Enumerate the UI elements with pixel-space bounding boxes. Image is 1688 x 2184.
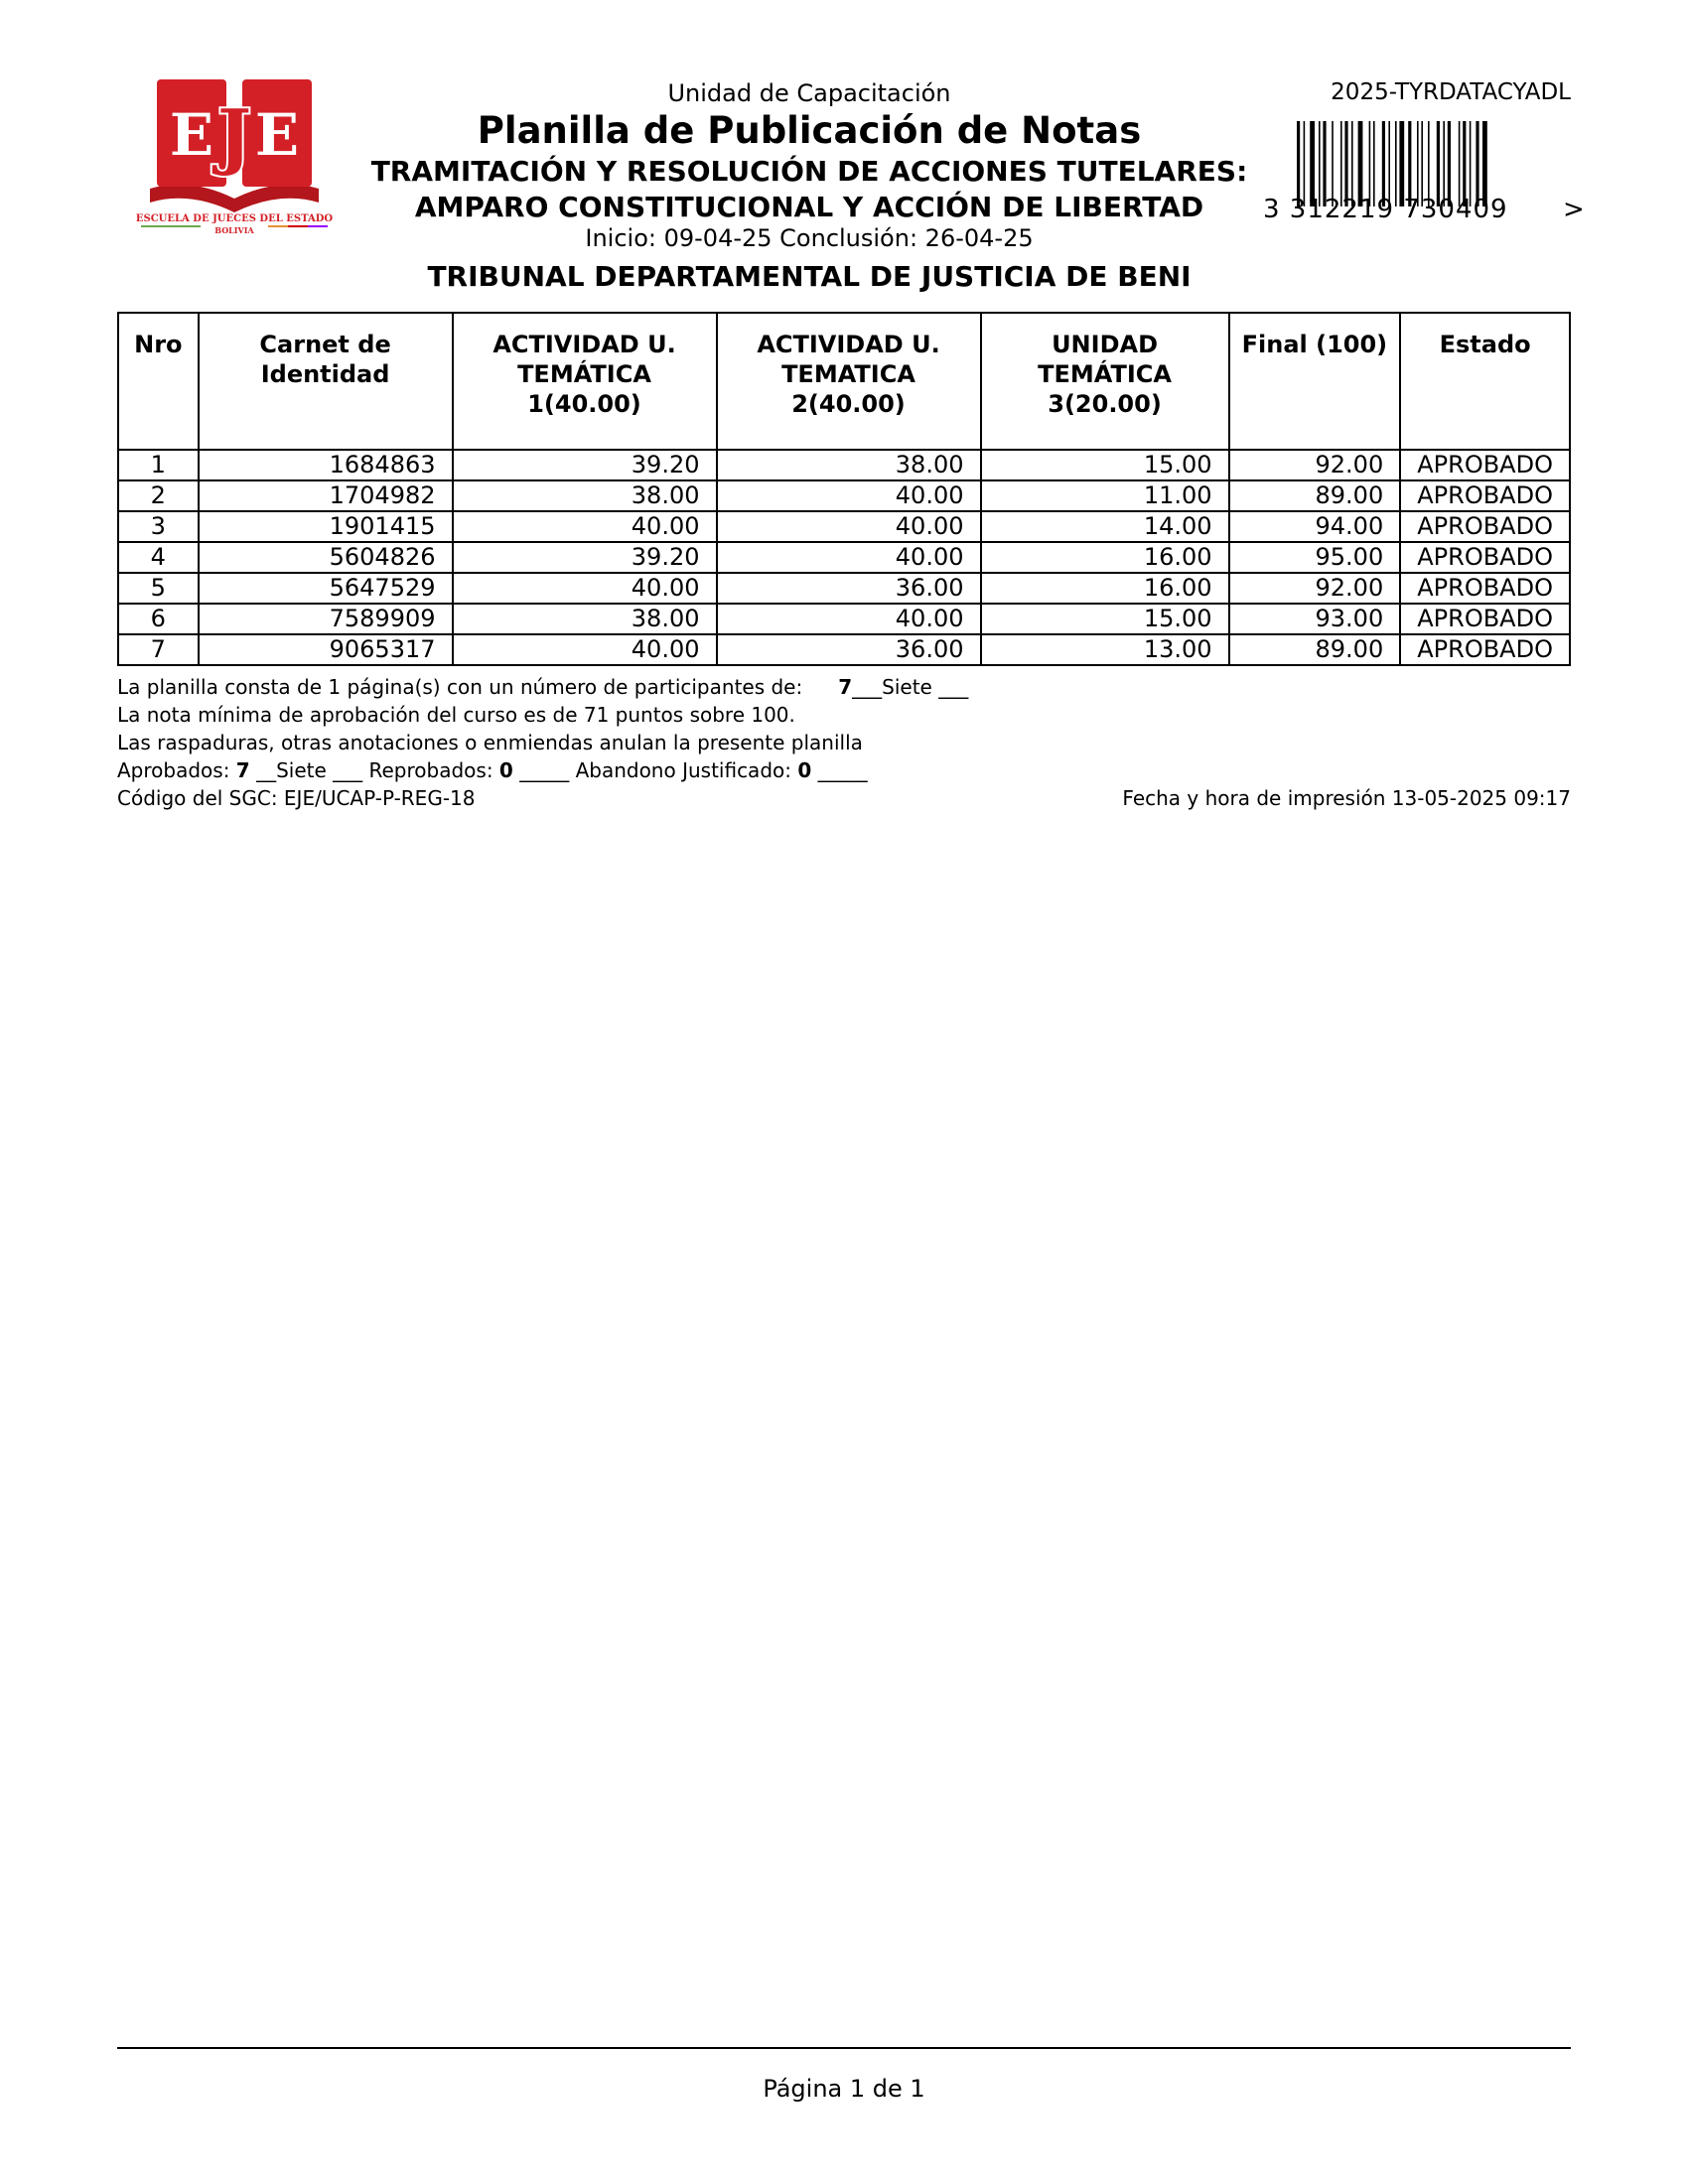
- cell-ci: 5647529: [199, 573, 453, 604]
- barcode-arrow: >: [1563, 195, 1585, 224]
- cell-estado: APROBADO: [1400, 604, 1570, 634]
- cell-final: 94.00: [1229, 511, 1401, 542]
- cell-ci: 5604826: [199, 542, 453, 573]
- cell-ci: 7589909: [199, 604, 453, 634]
- cell-final: 89.00: [1229, 634, 1401, 665]
- cell-unit3: 14.00: [981, 511, 1229, 542]
- cell-unit3: 16.00: [981, 542, 1229, 573]
- logo-letter-e2: E: [254, 101, 300, 169]
- logo-text-line2: BOLIVIA: [214, 225, 254, 235]
- unit-name: Unidad de Capacitación: [667, 79, 951, 107]
- min-grade-note: La nota mínima de aprobación del curso es de 71 puntos sobre 100.: [117, 703, 795, 727]
- failed-count: 0: [498, 758, 513, 782]
- table-header-row: [118, 313, 1570, 450]
- cell-final: 89.00: [1229, 480, 1401, 511]
- table-row: [118, 542, 1570, 573]
- cell-act2: 40.00: [717, 480, 981, 511]
- cell-unit3: 15.00: [981, 450, 1229, 480]
- col-header-nro: Nro: [118, 313, 199, 450]
- cell-unit3: 13.00: [981, 634, 1229, 665]
- col-header-ci: Carnet de Identidad: [199, 313, 453, 450]
- col-header-final: Final (100): [1229, 313, 1401, 450]
- cell-ci: 9065317: [199, 634, 453, 665]
- eje-logo: [135, 77, 334, 236]
- cell-estado: APROBADO: [1400, 511, 1570, 542]
- cell-act2: 36.00: [717, 573, 981, 604]
- logo-letter-j: J: [216, 93, 252, 178]
- cell-final: 93.00: [1229, 604, 1401, 634]
- course-title-line2: AMPARO CONSTITUCIONAL Y ACCIÓN DE LIBERTAD: [414, 191, 1204, 223]
- cell-nro: 2: [118, 480, 199, 511]
- sgc-code: Código del SGC: EJE/UCAP-P-REG-18: [117, 786, 476, 810]
- cell-ci: 1684863: [199, 450, 453, 480]
- logo-letter-e1: E: [169, 101, 214, 169]
- table-row: [118, 450, 1570, 480]
- course-code: 2025-TYRDATACYADL: [1331, 79, 1571, 105]
- print-timestamp: Fecha y hora de impresión 13-05-2025 09:17: [1122, 786, 1571, 810]
- table-row: [118, 604, 1570, 634]
- cell-act2: 36.00: [717, 634, 981, 665]
- footer-divider: [117, 2047, 1571, 2049]
- cell-final: 92.00: [1229, 573, 1401, 604]
- table-row: [118, 480, 1570, 511]
- course-dates: Inicio: 09-04-25 Conclusión: 26-04-25: [585, 224, 1034, 252]
- cell-act1: 39.20: [453, 450, 717, 480]
- eje-logo-graphic: [135, 77, 334, 236]
- cell-act1: 39.20: [453, 542, 717, 573]
- cell-act2: 40.00: [717, 511, 981, 542]
- cell-act1: 40.00: [453, 634, 717, 665]
- cell-unit3: 16.00: [981, 573, 1229, 604]
- cell-nro: 5: [118, 573, 199, 604]
- abandon-count: 0: [797, 758, 812, 782]
- cell-act2: 40.00: [717, 604, 981, 634]
- cell-act1: 38.00: [453, 480, 717, 511]
- cell-unit3: 11.00: [981, 480, 1229, 511]
- abandon-label: Abandono Justificado:: [575, 758, 791, 782]
- approved-count: 7: [235, 758, 250, 782]
- course-title-line1: TRAMITACIÓN Y RESOLUCIÓN DE ACCIONES TUTELARES:: [370, 155, 1248, 188]
- cell-nro: 1: [118, 450, 199, 480]
- table-row: [118, 634, 1570, 665]
- cell-nro: 4: [118, 542, 199, 573]
- col-header-act1: ACTIVIDAD U. TEMÁTICA 1(40.00): [453, 313, 717, 450]
- barcode-digits: 3 312219 730409: [1263, 195, 1508, 224]
- abandon-blank: _____: [817, 758, 868, 782]
- participants-count: 7: [838, 675, 853, 699]
- cell-ci: 1704982: [199, 480, 453, 511]
- participants-words: ___Siete ___: [852, 675, 969, 699]
- cell-act2: 38.00: [717, 450, 981, 480]
- col-header-act2: ACTIVIDAD U. TEMATICA 2(40.00): [717, 313, 981, 450]
- cell-unit3: 15.00: [981, 604, 1229, 634]
- grades-table: [117, 312, 1571, 666]
- cell-final: 95.00: [1229, 542, 1401, 573]
- cell-nro: 3: [118, 511, 199, 542]
- erasures-note: Las raspaduras, otras anotaciones o enmiendas anulan la presente planilla: [117, 731, 863, 754]
- cell-final: 92.00: [1229, 450, 1401, 480]
- cell-estado: APROBADO: [1400, 634, 1570, 665]
- failed-blank: _____: [519, 758, 570, 782]
- cell-estado: APROBADO: [1400, 480, 1570, 511]
- participants-note: [117, 675, 968, 699]
- table-row: [118, 511, 1570, 542]
- cell-ci: 1901415: [199, 511, 453, 542]
- cell-act1: 40.00: [453, 573, 717, 604]
- failed-label: Reprobados:: [368, 758, 493, 782]
- cell-act1: 40.00: [453, 511, 717, 542]
- cell-act2: 40.00: [717, 542, 981, 573]
- approved-words: __Siete ___: [256, 758, 363, 782]
- participants-text: La planilla consta de 1 página(s) con un número de participantes de:: [117, 675, 803, 699]
- cell-estado: APROBADO: [1400, 542, 1570, 573]
- logo-text-line1: ESCUELA DE JUECES DEL ESTADO: [135, 213, 334, 224]
- cell-nro: 7: [118, 634, 199, 665]
- col-header-estado: Estado: [1400, 313, 1570, 450]
- cell-nro: 6: [118, 604, 199, 634]
- page-title: Planilla de Publicación de Notas: [477, 109, 1142, 152]
- results-summary: [117, 758, 868, 782]
- cell-act1: 38.00: [453, 604, 717, 634]
- page-number: Página 1 de 1: [763, 2075, 925, 2103]
- col-header-unit3: UNIDAD TEMÁTICA 3(20.00): [981, 313, 1229, 450]
- cell-estado: APROBADO: [1400, 573, 1570, 604]
- table-row: [118, 573, 1570, 604]
- cell-estado: APROBADO: [1400, 450, 1570, 480]
- approved-label: Aprobados:: [117, 758, 230, 782]
- tribunal-name: TRIBUNAL DEPARTAMENTAL DE JUSTICIA DE BENI: [427, 260, 1192, 293]
